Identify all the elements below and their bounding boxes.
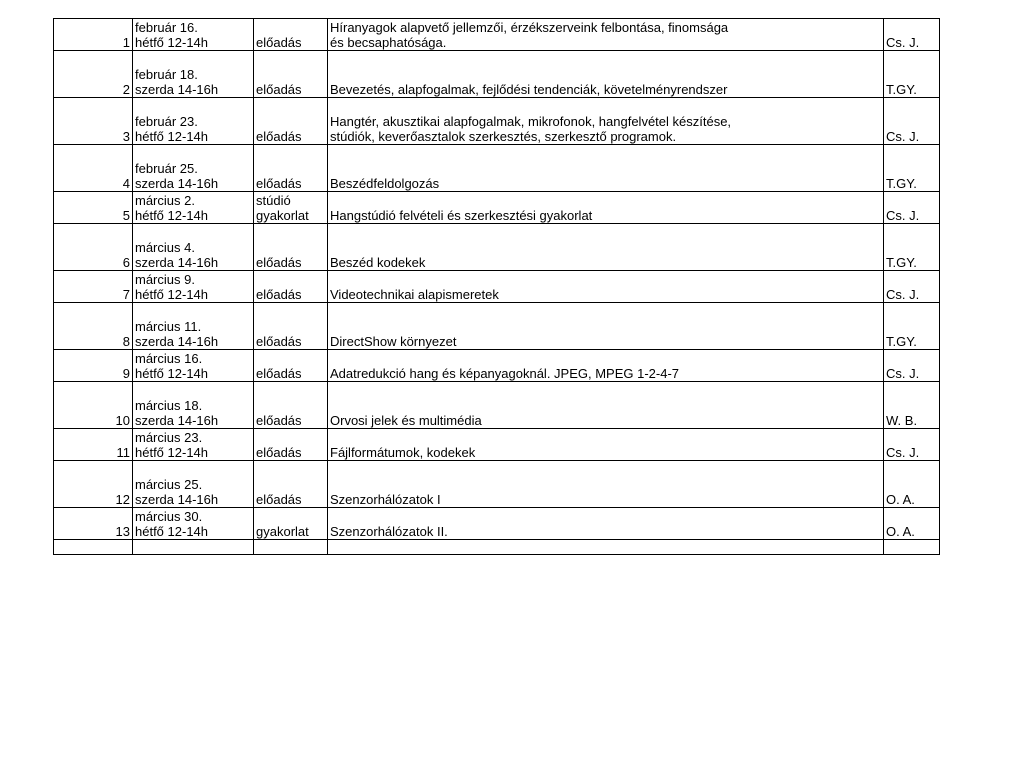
type-line-2: előadás	[256, 366, 302, 381]
topic-cell	[328, 145, 884, 192]
topic-cell	[328, 350, 884, 382]
topic-line-2: Szenzorhálózatok I	[330, 492, 441, 507]
lecturer: W. B.	[884, 382, 940, 429]
type-line-2: előadás	[256, 255, 302, 270]
date: március 25.	[135, 477, 203, 492]
time-slot: hétfő 12-14h	[135, 366, 209, 381]
table-row-partial	[54, 540, 940, 555]
row-number: 11	[54, 429, 133, 461]
topic-line-2: Orvosi jelek és multimédia	[330, 413, 482, 428]
date: február 23.	[135, 114, 198, 129]
type-cell	[254, 382, 328, 429]
table-row	[54, 508, 940, 540]
topic-line-2: Videotechnikai alapismeretek	[330, 287, 499, 302]
type-line-1: stúdió	[256, 193, 291, 208]
table-row	[54, 350, 940, 382]
date: március 23.	[135, 430, 203, 445]
date-cell	[133, 350, 254, 382]
row-number: 9	[54, 350, 133, 382]
type-line-2: előadás	[256, 413, 302, 428]
topic-line-1	[330, 161, 881, 176]
table-row	[54, 303, 940, 350]
table-row	[54, 271, 940, 303]
date: március 4.	[135, 240, 195, 255]
topic-line-1	[330, 319, 881, 334]
time-slot: szerda 14-16h	[135, 255, 219, 270]
topic-line-2: Bevezetés, alapfogalmak, fejlődési tendenciák, követelményrendszer	[330, 82, 728, 97]
type-line-2: gyakorlat	[256, 524, 309, 539]
topic-line-2: Fájlformátumok, kodekek	[330, 445, 476, 460]
date: március 16.	[135, 351, 203, 366]
date: március 18.	[135, 398, 203, 413]
row-number: 2	[54, 51, 133, 98]
type-cell	[254, 429, 328, 461]
topic-line-1	[330, 193, 881, 208]
lecturer: Cs. J.	[884, 271, 940, 303]
type-line-1	[256, 20, 325, 35]
table-row	[54, 382, 940, 429]
type-line-2: előadás	[256, 492, 302, 507]
date: március 11.	[135, 319, 202, 334]
date-cell	[133, 51, 254, 98]
type-line-1	[256, 240, 325, 255]
lecturer: O. A.	[884, 461, 940, 508]
empty-cell	[328, 540, 884, 555]
schedule-table	[53, 18, 940, 555]
topic-line-2: Szenzorhálózatok II.	[330, 524, 448, 539]
row-number: 5	[54, 192, 133, 224]
date: március 2.	[135, 193, 195, 208]
table-row	[54, 224, 940, 271]
type-cell	[254, 51, 328, 98]
date-cell	[133, 192, 254, 224]
lecturer: T.GY.	[884, 224, 940, 271]
type-line-1	[256, 67, 325, 82]
date-cell	[133, 224, 254, 271]
type-cell	[254, 461, 328, 508]
topic-line-2: Adatredukció hang és képanyagoknál. JPEG, MPEG 1-2-4-7	[330, 366, 680, 381]
type-cell	[254, 271, 328, 303]
topic-line-2: stúdiók, keverőasztalok szerkesztés, szerkesztő programok.	[330, 129, 677, 144]
lecturer: T.GY.	[884, 145, 940, 192]
time-slot: hétfő 12-14h	[135, 129, 209, 144]
type-cell	[254, 508, 328, 540]
topic-line-1	[330, 430, 881, 445]
topic-line-2: Beszédfeldolgozás	[330, 176, 440, 191]
lecturer: Cs. J.	[884, 350, 940, 382]
lecturer: O. A.	[884, 508, 940, 540]
type-line-2: előadás	[256, 287, 302, 302]
topic-line-1: Híranyagok alapvető jellemzői, érzékszerveink felbontása, finomsága	[330, 20, 729, 35]
date-cell	[133, 303, 254, 350]
topic-cell	[328, 508, 884, 540]
topic-cell	[328, 98, 884, 145]
lecturer: Cs. J.	[884, 429, 940, 461]
table-row	[54, 145, 940, 192]
type-cell	[254, 350, 328, 382]
type-line-2: előadás	[256, 445, 302, 460]
type-line-2: előadás	[256, 129, 302, 144]
date: február 25.	[135, 161, 198, 176]
topic-line-1	[330, 240, 881, 255]
row-number: 12	[54, 461, 133, 508]
time-slot: hétfő 12-14h	[135, 287, 209, 302]
lecturer: Cs. J.	[884, 98, 940, 145]
type-line-1	[256, 272, 325, 287]
table-row	[54, 51, 940, 98]
table-row	[54, 19, 940, 51]
date: február 18.	[135, 67, 198, 82]
topic-line-1: Hangtér, akusztikai alapfogalmak, mikrofonok, hangfelvétel készítése,	[330, 114, 732, 129]
type-line-2: előadás	[256, 334, 302, 349]
type-line-2: előadás	[256, 35, 302, 50]
type-line-1	[256, 398, 325, 413]
row-number: 3	[54, 98, 133, 145]
time-slot: szerda 14-16h	[135, 334, 219, 349]
topic-line-2: DirectShow környezet	[330, 334, 457, 349]
type-cell	[254, 224, 328, 271]
time-slot: szerda 14-16h	[135, 82, 219, 97]
date-cell	[133, 461, 254, 508]
time-slot: hétfő 12-14h	[135, 35, 209, 50]
topic-line-1	[330, 477, 881, 492]
topic-cell	[328, 382, 884, 429]
table-row	[54, 461, 940, 508]
table-row	[54, 429, 940, 461]
topic-cell	[328, 224, 884, 271]
type-line-1	[256, 319, 325, 334]
time-slot: hétfő 12-14h	[135, 524, 209, 539]
topic-line-1	[330, 351, 881, 366]
type-line-2: előadás	[256, 82, 302, 97]
topic-line-1	[330, 509, 881, 524]
table-row	[54, 98, 940, 145]
lecturer: Cs. J.	[884, 19, 940, 51]
time-slot: hétfő 12-14h	[135, 208, 209, 223]
date: február 16.	[135, 20, 198, 35]
empty-cell	[884, 540, 940, 555]
date: március 9.	[135, 272, 195, 287]
date: március 30.	[135, 509, 203, 524]
date-cell	[133, 271, 254, 303]
empty-cell	[54, 540, 133, 555]
date-cell	[133, 19, 254, 51]
time-slot: szerda 14-16h	[135, 492, 219, 507]
topic-cell	[328, 192, 884, 224]
time-slot: szerda 14-16h	[135, 176, 219, 191]
type-line-1	[256, 114, 325, 129]
time-slot: hétfő 12-14h	[135, 445, 209, 460]
row-number: 6	[54, 224, 133, 271]
table-row	[54, 192, 940, 224]
date-cell	[133, 429, 254, 461]
topic-line-1	[330, 398, 881, 413]
type-line-1	[256, 509, 325, 524]
type-line-1	[256, 477, 325, 492]
topic-line-2: és becsaphatósága.	[330, 35, 447, 50]
topic-cell	[328, 19, 884, 51]
row-number: 10	[54, 382, 133, 429]
lecturer: Cs. J.	[884, 192, 940, 224]
type-line-2: előadás	[256, 176, 302, 191]
row-number: 4	[54, 145, 133, 192]
type-cell	[254, 303, 328, 350]
type-line-2: gyakorlat	[256, 208, 309, 223]
topic-cell	[328, 271, 884, 303]
date-cell	[133, 98, 254, 145]
empty-cell	[133, 540, 254, 555]
topic-line-2: Beszéd kodekek	[330, 255, 426, 270]
type-cell	[254, 98, 328, 145]
lecturer: T.GY.	[884, 51, 940, 98]
type-line-1	[256, 161, 325, 176]
lecturer: T.GY.	[884, 303, 940, 350]
topic-line-1	[330, 272, 881, 287]
topic-cell	[328, 461, 884, 508]
topic-cell	[328, 429, 884, 461]
topic-cell	[328, 303, 884, 350]
time-slot: szerda 14-16h	[135, 413, 219, 428]
topic-line-2: Hangstúdió felvételi és szerkesztési gyakorlat	[330, 208, 593, 223]
type-line-1	[256, 351, 325, 366]
type-cell	[254, 192, 328, 224]
date-cell	[133, 508, 254, 540]
row-number: 13	[54, 508, 133, 540]
type-cell	[254, 145, 328, 192]
row-number: 7	[54, 271, 133, 303]
topic-cell	[328, 51, 884, 98]
type-line-1	[256, 430, 325, 445]
empty-cell	[254, 540, 328, 555]
row-number: 8	[54, 303, 133, 350]
topic-line-1	[330, 67, 881, 82]
date-cell	[133, 145, 254, 192]
date-cell	[133, 382, 254, 429]
row-number: 1	[54, 19, 133, 51]
type-cell	[254, 19, 328, 51]
